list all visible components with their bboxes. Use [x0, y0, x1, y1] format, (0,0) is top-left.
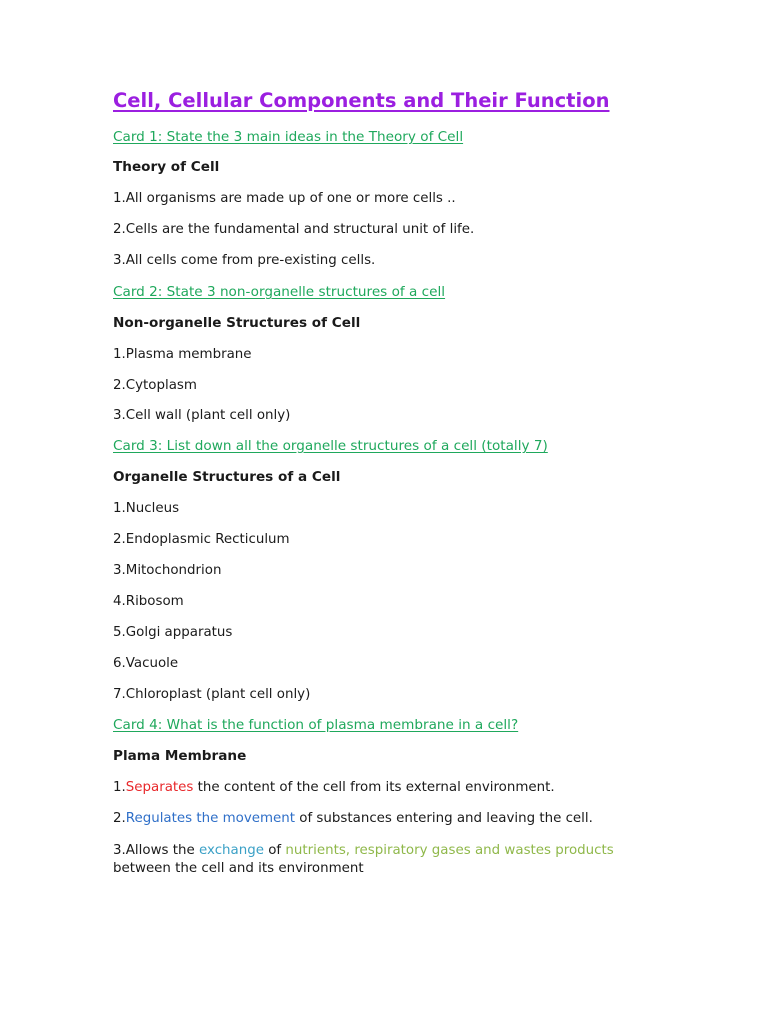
card4-heading: Plama Membrane — [113, 748, 247, 764]
list-item: 2.Endoplasmic Recticulum — [113, 532, 290, 547]
list-item — [113, 810, 593, 827]
card1-heading: Theory of Cell — [113, 159, 220, 175]
list-item: 3.Cell wall (plant cell only) — [113, 408, 291, 423]
list-item: 5.Golgi apparatus — [113, 625, 233, 640]
page-title: Cell, Cellular Components and Their Function — [113, 89, 610, 112]
card4-question: Card 4: What is the function of plasma membrane in a cell? — [113, 717, 519, 733]
item-number: 2. — [113, 811, 126, 826]
list-item: 7.Chloroplast (plant cell only) — [113, 687, 311, 702]
list-item: 3.All cells come from pre-existing cells. — [113, 253, 376, 268]
item-text: of — [263, 843, 286, 858]
highlight-teal: exchange — [199, 843, 264, 858]
list-item: 4.Ribosom — [113, 594, 184, 609]
card3-heading: Organelle Structures of a Cell — [113, 469, 341, 485]
list-item: 1.Plasma membrane — [113, 347, 252, 362]
list-item: 2.Cytoplasm — [113, 378, 197, 393]
card3-question: Card 3: List down all the organelle structures of a cell (totally 7) — [113, 438, 548, 454]
card1-question: Card 1: State the 3 main ideas in the Theory of Cell — [113, 129, 464, 145]
highlight-red: Separates — [125, 780, 194, 795]
item-number: 1. — [113, 780, 126, 795]
list-item: 1.Nucleus — [113, 501, 180, 516]
item-text: the content of the cell from its external environment. — [193, 780, 555, 795]
card2-question: Card 2: State 3 non-organelle structures of a cell — [113, 284, 446, 300]
list-item — [113, 779, 555, 796]
list-item: 1.All organisms are made up of one or more cells .. — [113, 191, 456, 206]
list-item-continuation: between the cell and its environment — [113, 861, 364, 876]
list-item: 2.Cells are the fundamental and structural unit of life. — [113, 222, 475, 237]
list-item: 6.Vacuole — [113, 656, 179, 671]
highlight-blue: Regulates the movement — [125, 811, 296, 826]
highlight-olive: nutrients, respiratory gases and wastes products — [285, 843, 614, 858]
card2-heading: Non-organelle Structures of Cell — [113, 315, 361, 331]
list-item: 3.Mitochondrion — [113, 563, 222, 578]
item-text: of substances entering and leaving the cell. — [295, 811, 593, 826]
item-text: 3.Allows the — [113, 843, 199, 858]
list-item — [113, 842, 614, 859]
